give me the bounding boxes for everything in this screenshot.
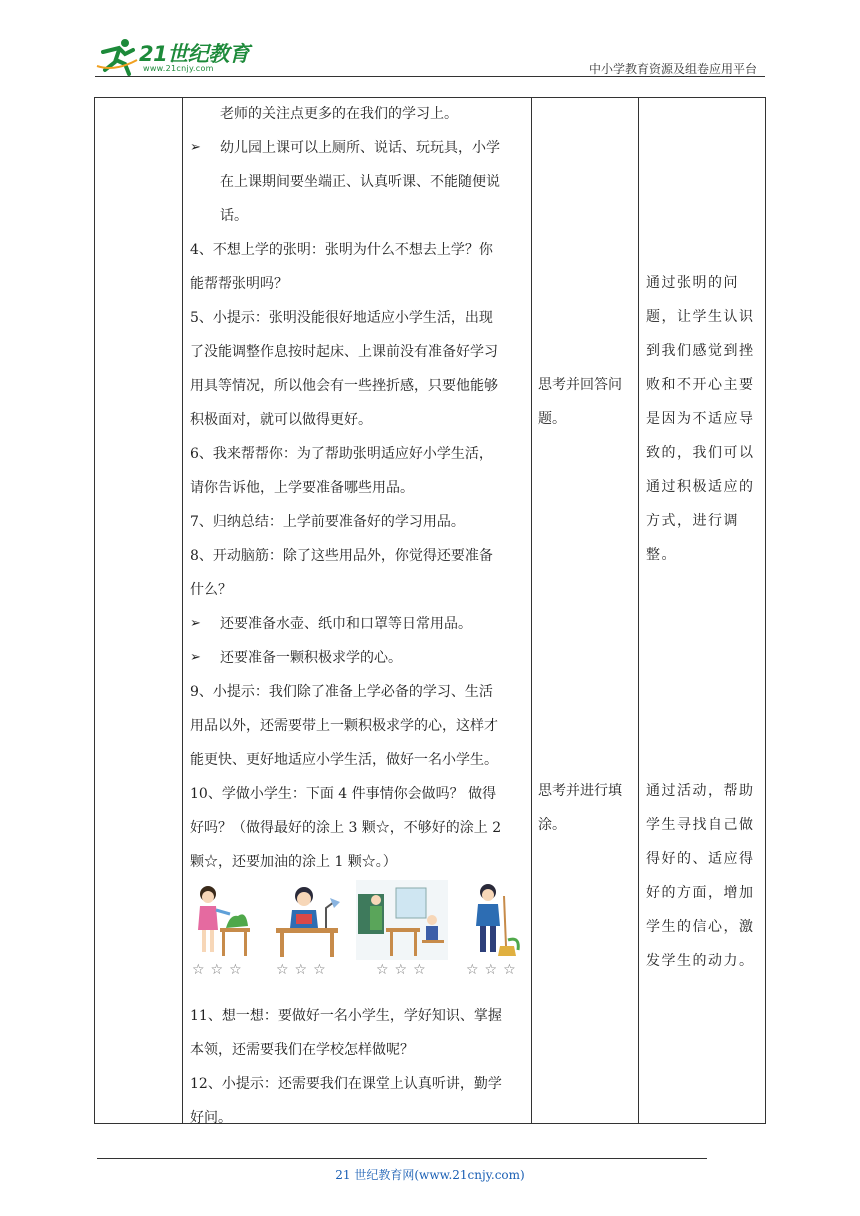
girl-watering-illustration: [190, 880, 254, 960]
footer-link[interactable]: 21 世纪教育网(www.21cnjy.com): [335, 1168, 525, 1182]
arrow-bullet-icon: ➢: [190, 140, 201, 155]
content-line: 好问。: [190, 1110, 232, 1126]
design-intent-2: [646, 774, 764, 978]
boy-reading-illustration: [270, 880, 344, 960]
content-line: 能更快、更好地适应小学生活，做好一名小学生。: [190, 752, 498, 768]
boy-sweeping-illustration: [466, 880, 524, 960]
content-line: 了没能调整作息按时起床、上课前没有准备好学习: [190, 344, 498, 360]
activity-line: 思考并进行填: [538, 783, 622, 799]
content-line: 积极面对，就可以做得更好。: [190, 412, 372, 428]
intent-line: 致的，我们可以: [646, 445, 755, 461]
activity-line: 思考并回答问: [538, 377, 622, 393]
activity-line: 题。: [538, 411, 566, 427]
content-line: 用品以外，还需要带上一颗积极求学的心，这样才: [190, 718, 498, 734]
intent-line: 题，让学生认识: [646, 309, 755, 325]
content-line: 6、我来帮帮你：为了帮助张明适应好小学生活，: [190, 446, 493, 462]
intent-line: 好的方面，增加: [646, 885, 755, 901]
activity-pictures: [190, 880, 525, 985]
platform-name: 中小学教育资源及组卷应用平台: [588, 62, 757, 76]
content-line: 本领，还需要我们在学校怎样做呢？: [190, 1042, 414, 1058]
rating-stars[interactable]: ☆☆☆: [276, 962, 332, 978]
arrow-bullet-icon: ➢: [190, 616, 201, 631]
content-line: 老师的关注点更多的在我们的学习上。: [220, 106, 458, 122]
logo-text: 21世纪教育: [139, 42, 250, 66]
intent-line: 学生的信心，激: [646, 919, 755, 935]
student-activity-1: [538, 368, 634, 436]
student-activity-2: [538, 774, 634, 842]
content-line: 12、小提示：还需要我们在课堂上认真听讲，勤学: [190, 1076, 502, 1092]
column-divider: [182, 98, 183, 1123]
logo-url: www.21cnjy.com: [143, 64, 214, 73]
page-header: [95, 30, 765, 78]
intent-line: 通过张明的问: [646, 275, 739, 291]
bullet-item: ➢ 还要准备水壶、纸巾和口罩等日常用品。: [190, 607, 525, 641]
intent-line: 发学生的动力。: [646, 953, 755, 969]
design-intent-1: [646, 266, 764, 572]
content-line: 用具等情况，所以他会有一些挫折感，只要他能够: [190, 378, 498, 394]
arrow-bullet-icon: ➢: [190, 650, 201, 665]
content-line: 5、小提示：张明没能很好地适应小学生活，出现: [190, 310, 493, 326]
intent-line: 方式，进行调整。: [646, 513, 739, 563]
content-line: 4、不想上学的张明：张明为什么不想去上学？你: [190, 242, 493, 258]
content-line: 什么？: [190, 582, 232, 598]
content-line: 能帮帮张明吗？: [190, 276, 288, 292]
rating-stars[interactable]: ☆☆☆: [192, 962, 248, 978]
content-line: 请你告诉他，上学要准备哪些用品。: [190, 480, 414, 496]
intent-line: 得好的、适应得: [646, 851, 755, 867]
activity-line: 涂。: [538, 817, 566, 833]
intent-line: 是因为不适应导: [646, 411, 755, 427]
content-line: 话。: [220, 208, 248, 224]
content-line: 8、开动脑筋：除了这些用品外，你觉得还要准备: [190, 548, 493, 564]
intent-line: 通过积极适应的: [646, 479, 755, 495]
bullet-item: ➢ 幼儿园上课可以上厕所、说话、玩玩具，小学: [190, 131, 525, 165]
site-logo[interactable]: [95, 36, 265, 76]
column-divider: [531, 98, 532, 1123]
rating-stars[interactable]: ☆☆☆: [466, 962, 522, 978]
content-line: 7、归纳总结：上学前要准备好的学习用品。: [190, 514, 465, 530]
intent-line: 到我们感觉到挫: [646, 343, 755, 359]
rating-stars[interactable]: ☆☆☆: [376, 962, 432, 978]
content-line: 颗☆，还要加油的涂上 1 颗☆。）: [190, 854, 397, 870]
intent-line: 败和不开心主要: [646, 377, 755, 393]
content-line: 好吗？（做得最好的涂上 3 颗☆，不够好的涂上 2: [190, 820, 502, 836]
classroom-illustration: [356, 880, 448, 960]
footer-divider: [97, 1158, 707, 1159]
runner-logo-icon: [95, 36, 139, 76]
bullet-item: ➢ 还要准备一颗积极求学的心。: [190, 641, 525, 675]
intent-line: 通过活动，帮助: [646, 783, 755, 799]
content-line: 11、想一想：要做好一名小学生，学好知识、掌握: [190, 1008, 502, 1024]
content-line: 9、小提示：我们除了准备上学必备的学习、生活: [190, 684, 493, 700]
content-line: 在上课期间要坐端正、认真听课、不能随便说: [220, 174, 500, 190]
intent-line: 学生寻找自己做: [646, 817, 755, 833]
column-divider: [638, 98, 639, 1123]
header-divider: [95, 76, 765, 77]
content-line: 10、学做小学生：下面 4 件事情你会做吗？ 做得: [190, 786, 497, 802]
